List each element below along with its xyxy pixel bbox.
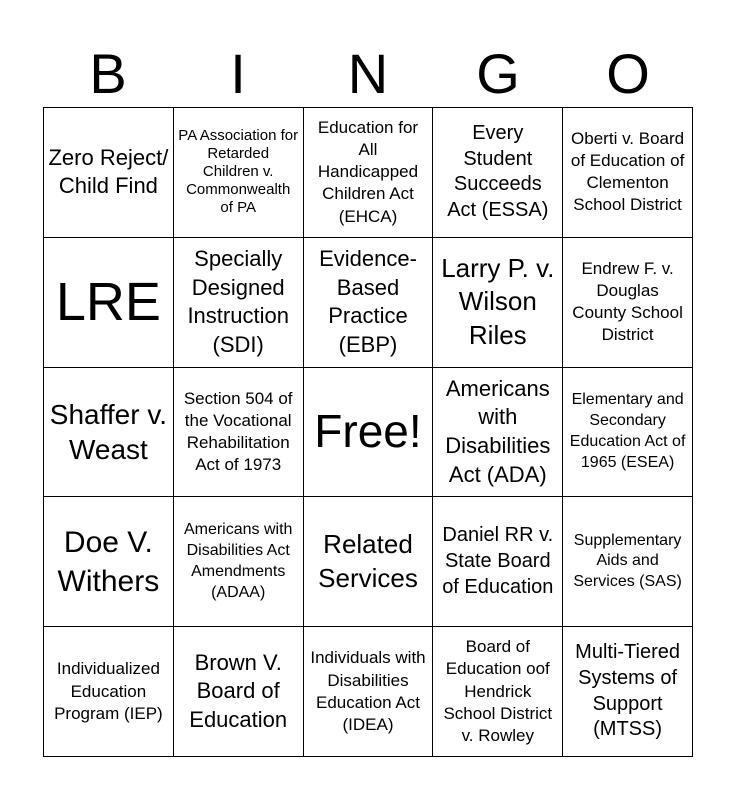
- bingo-cell[interactable]: Individuals with Disabilities Education Act (IDEA): [304, 627, 434, 757]
- bingo-cell[interactable]: Endrew F. v. Douglas County School District: [563, 238, 693, 368]
- bingo-cell[interactable]: Shaffer v. Weast: [44, 368, 174, 498]
- bingo-cell[interactable]: Related Services: [304, 497, 434, 627]
- bingo-cell[interactable]: Oberti v. Board of Education of Clementon School District: [563, 108, 693, 238]
- bingo-cell[interactable]: Board of Education oof Hendrick School District v. Rowley: [433, 627, 563, 757]
- bingo-cell[interactable]: LRE: [44, 238, 174, 368]
- bingo-cell[interactable]: Zero Reject/ Child Find: [44, 108, 174, 238]
- bingo-cell[interactable]: Americans with Disabilities Act Amendments (ADAA): [174, 497, 304, 627]
- header-letter-o: O: [606, 42, 650, 105]
- bingo-cell[interactable]: PA Association for Retarded Children v. Commonwealth of PA: [174, 108, 304, 238]
- bingo-cell[interactable]: Free!: [304, 368, 434, 498]
- bingo-cell[interactable]: Individualized Education Program (IEP): [44, 627, 174, 757]
- bingo-header: [43, 42, 693, 106]
- bingo-cell[interactable]: Multi-Tiered Systems of Support (MTSS): [563, 627, 693, 757]
- bingo-cell[interactable]: Elementary and Secondary Education Act of 1965 (ESEA): [563, 368, 693, 498]
- bingo-cell[interactable]: Every Student Succeeds Act (ESSA): [433, 108, 563, 238]
- bingo-cell[interactable]: Americans with Disabilities Act (ADA): [433, 368, 563, 498]
- bingo-cell[interactable]: Evidence-Based Practice (EBP): [304, 238, 434, 368]
- header-letter-n: N: [347, 42, 389, 105]
- bingo-cell[interactable]: Daniel RR v. State Board of Education: [433, 497, 563, 627]
- bingo-cell[interactable]: Specially Designed Instruction (SDI): [174, 238, 304, 368]
- bingo-cell[interactable]: Brown V. Board of Education: [174, 627, 304, 757]
- bingo-board: [43, 107, 693, 757]
- bingo-cell[interactable]: Education for All Handicapped Children Act (EHCA): [304, 108, 434, 238]
- bingo-cell[interactable]: Supplementary Aids and Services (SAS): [563, 497, 693, 627]
- header-letter-g: G: [476, 42, 520, 105]
- header-letter-i: I: [230, 42, 246, 105]
- bingo-cell[interactable]: Doe V. Withers: [44, 497, 174, 627]
- bingo-cell[interactable]: Larry P. v. Wilson Riles: [433, 238, 563, 368]
- header-letter-b: B: [89, 42, 127, 105]
- bingo-cell[interactable]: Section 504 of the Vocational Rehabilitation Act of 1973: [174, 368, 304, 498]
